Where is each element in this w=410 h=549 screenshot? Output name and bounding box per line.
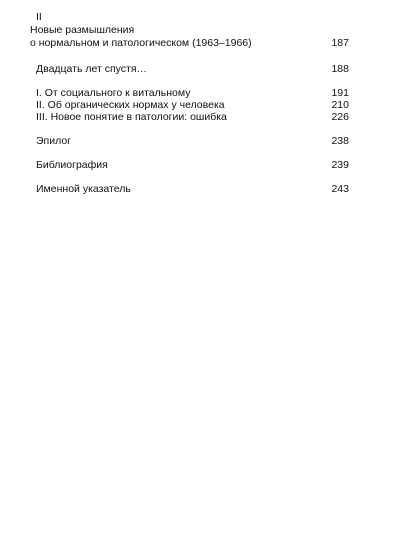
toc-entry-label: Именной указатель bbox=[36, 183, 131, 195]
toc-entry-page: 210 bbox=[331, 99, 349, 111]
toc-entry-page: 226 bbox=[331, 111, 349, 123]
toc-entry-page: 188 bbox=[331, 63, 349, 75]
toc-entry-page: 239 bbox=[331, 159, 349, 171]
toc-entry-label: Эпилог bbox=[36, 135, 72, 147]
toc-entry-label: Двадцать лет спустя… bbox=[36, 63, 148, 75]
toc-entry-label: I. От социального к витальному bbox=[36, 87, 191, 99]
toc-entry-label: II. Об органических нормах у человека bbox=[36, 99, 225, 111]
toc-entry-label: Библиография bbox=[36, 159, 108, 171]
toc-entry-label: III. Новое понятие в патологии: ошибка bbox=[36, 111, 227, 123]
toc-entry-page: 238 bbox=[331, 135, 349, 147]
toc-entry-page: 191 bbox=[331, 87, 349, 99]
part-numeral: II bbox=[36, 11, 42, 23]
part-page-number: 187 bbox=[331, 37, 349, 49]
part-title-line1: Новые размышления bbox=[30, 24, 135, 36]
part-title-line2: о нормальном и патологическом (1963–1966) bbox=[30, 37, 252, 49]
toc-entry-page: 243 bbox=[331, 183, 349, 195]
